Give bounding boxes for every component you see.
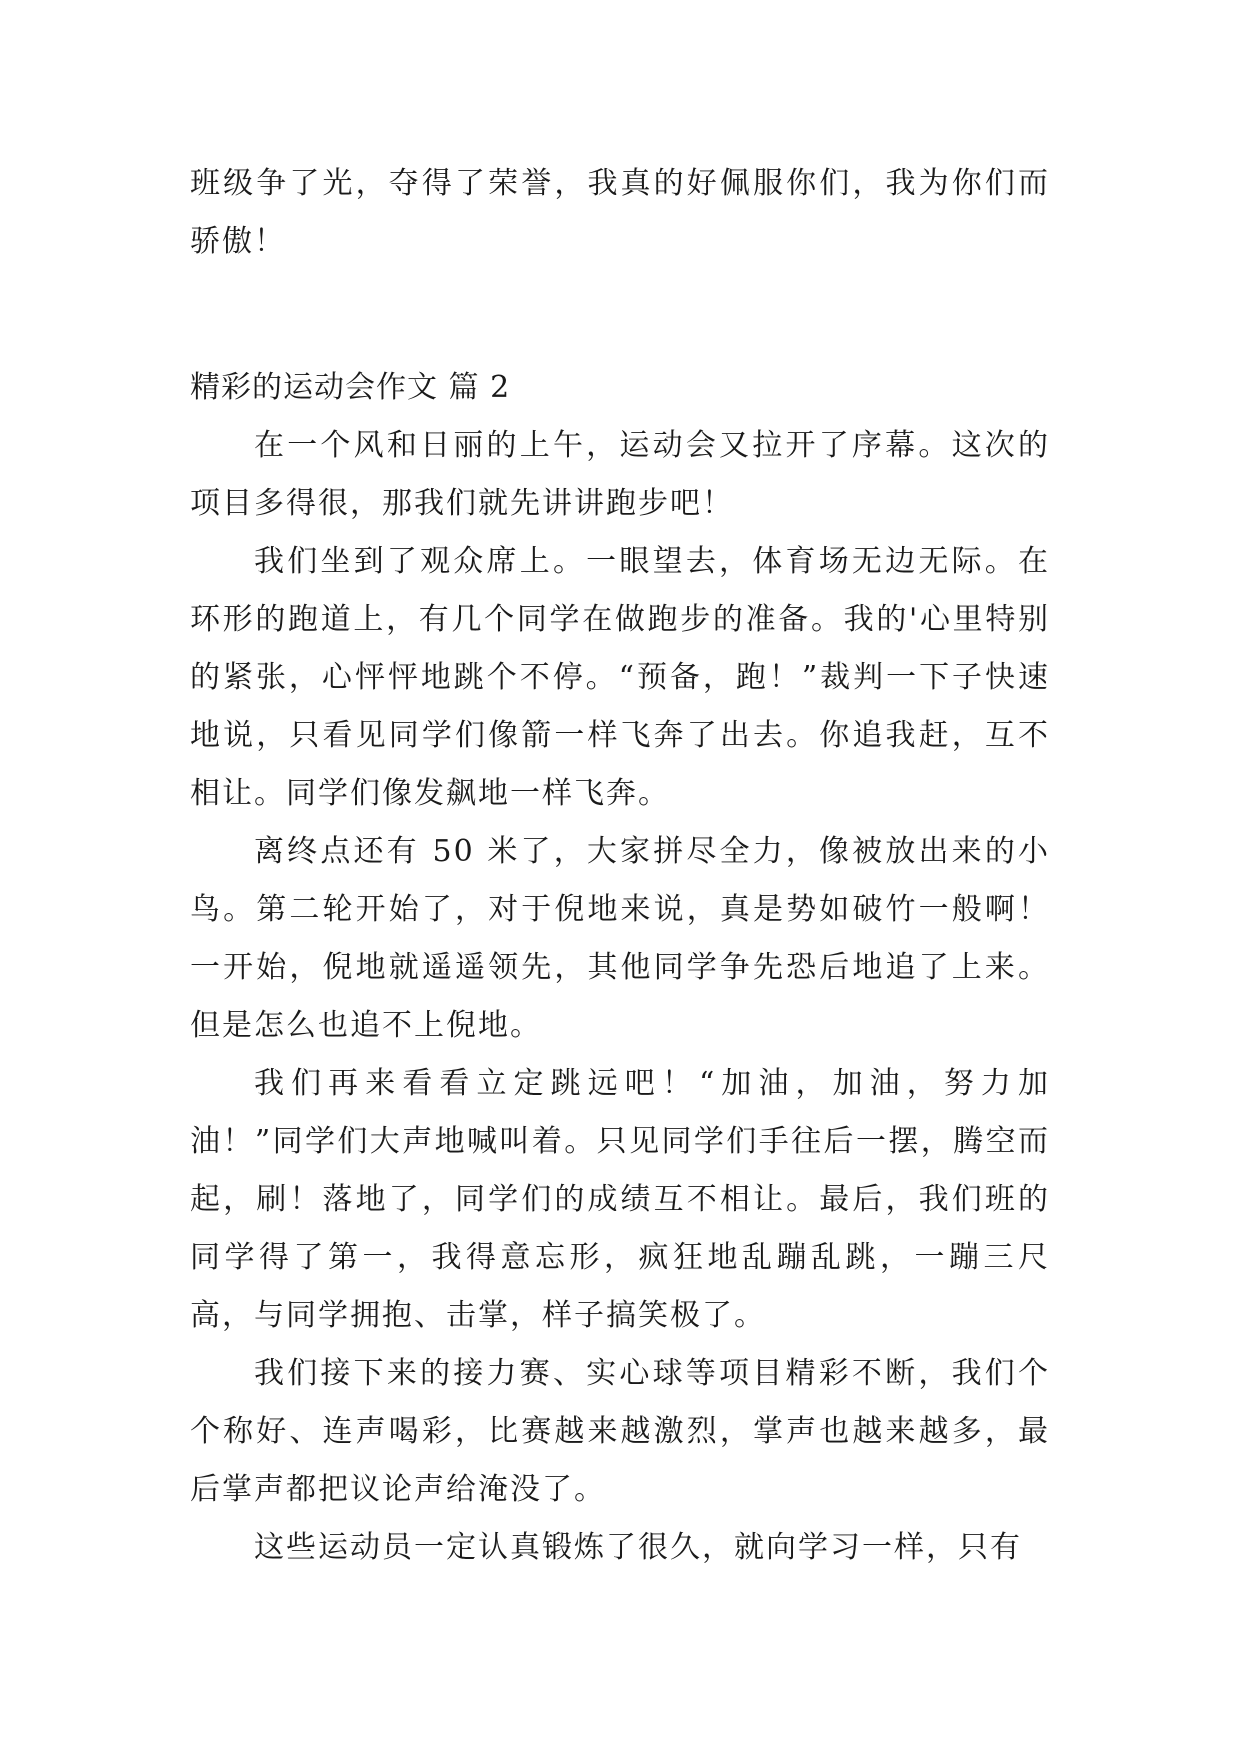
paragraph-3: 离终点还有 50 米了，大家拼尽全力，像被放出来的小鸟。第二轮开始了，对于倪地来说，真是势如破竹一般啊！一开始，倪地就遥遥领先，其他同学争先恐后地追了上来。但是怎么也追不上倪地。 — [190, 834, 1050, 1043]
paragraph-6: 这些运动员一定认真锻炼了很久，就向学习一样，只有 — [254, 1530, 1022, 1565]
paragraph-1: 在一个风和日丽的上午，运动会又拉开了序幕。这次的项目多得很，那我们就先讲讲跑步吧！ — [190, 428, 1050, 521]
section-title: 精彩的运动会作文 篇 2 — [190, 370, 511, 405]
continuation-paragraph: 班级争了光，夺得了荣誉，我真的好佩服你们，我为你们而骄傲！ — [190, 166, 1050, 259]
paragraph-2: 我们坐到了观众席上。一眼望去，体育场无边无际。在环形的跑道上，有几个同学在做跑步的准备。我的'心里特别的紧张，心怦怦地跳个不停。“预备，跑！”裁判一下子快速地说，只看见同学们像箭一样飞奔了出去。你追我赶，互不相让。同学们像发飙地一样飞奔。 — [190, 544, 1050, 811]
paragraph-5: 我们接下来的接力赛、实心球等项目精彩不断，我们个个称好、连声喝彩，比赛越来越激烈，掌声也越来越多，最后掌声都把议论声给淹没了。 — [190, 1356, 1050, 1507]
section-spacer — [190, 271, 1050, 359]
paragraph-4: 我们再来看看立定跳远吧！“加油，加油，努力加油！”同学们大声地喊叫着。只见同学们手往后一摆，腾空而起，刷！落地了，同学们的成绩互不相让。最后，我们班的同学得了第一，我得意忘形，疯狂地乱蹦乱跳，一蹦三尺高，与同学拥抱、击掌，样子搞笑极了。 — [190, 1066, 1050, 1333]
document-page — [190, 155, 1050, 1577]
